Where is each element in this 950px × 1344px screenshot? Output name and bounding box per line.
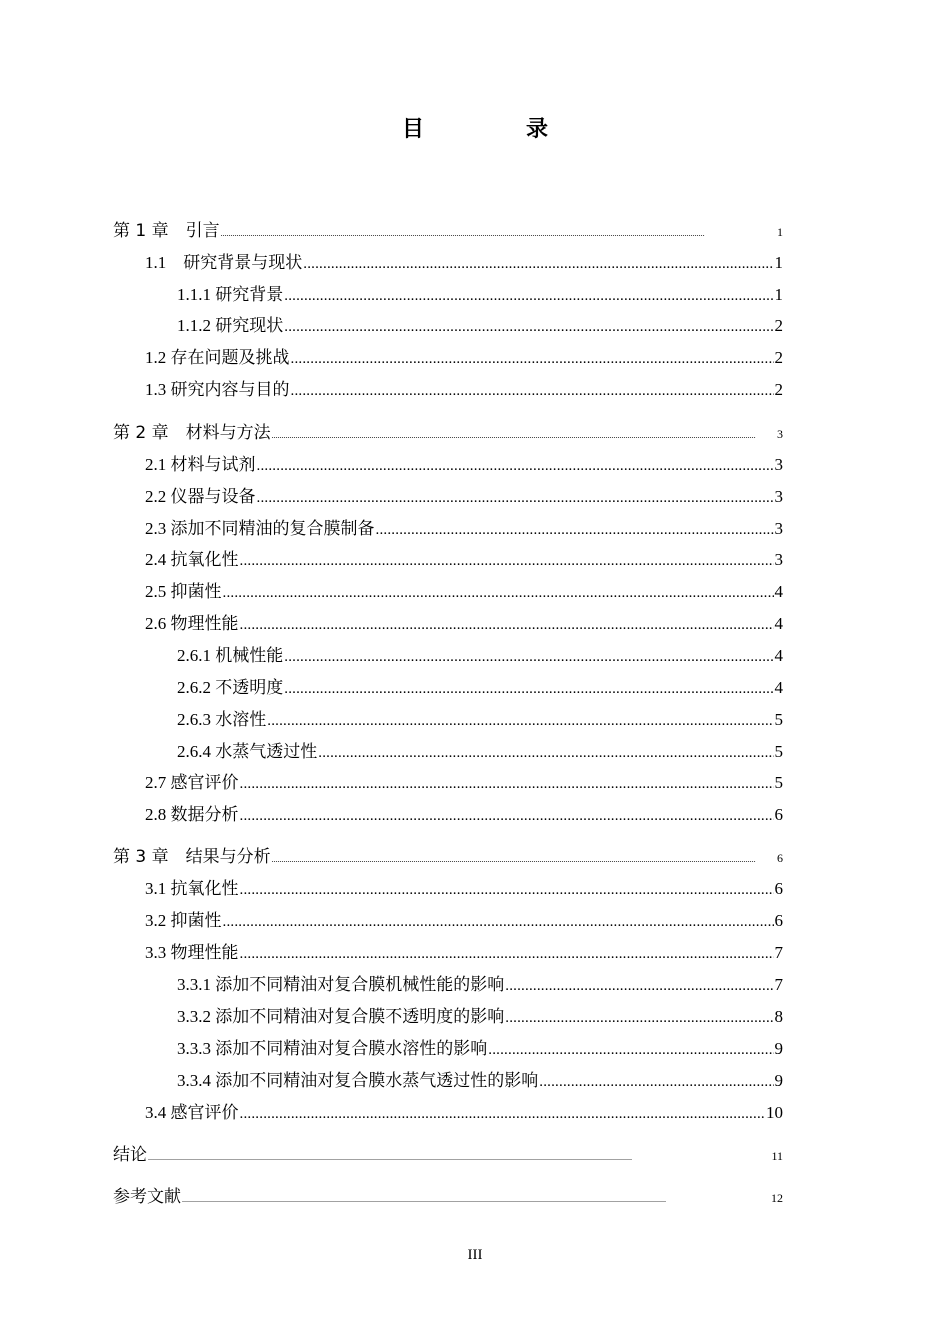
toc-row — [177, 970, 783, 995]
toc-leader-dots — [240, 553, 774, 570]
toc-entry-page: 6 — [777, 851, 783, 865]
toc-row — [113, 418, 783, 443]
toc-row — [145, 1098, 783, 1123]
toc-entry-page: 4 — [774, 678, 783, 697]
toc-leader-dots — [240, 808, 774, 825]
toc-leader-dots — [240, 617, 774, 634]
toc-entry-label: 2.4 抗氧化性 — [145, 550, 239, 569]
toc-entry-label: 3.1 抗氧化性 — [145, 879, 239, 898]
toc-entry-label: 3.3 物理性能 — [145, 943, 239, 962]
toc-entry-page: 6 — [774, 879, 783, 898]
toc-leader-dots — [284, 681, 773, 698]
toc-entry-label: 第 2 章 材料与方法 — [113, 423, 271, 443]
toc-leader-dots — [148, 1153, 770, 1162]
toc-leader-dots — [240, 1106, 766, 1123]
toc-entry-page: 3 — [774, 550, 783, 569]
toc-entry-label: 3.3.4 添加不同精油对复合膜水蒸气透过性的影响 — [177, 1071, 539, 1090]
toc-entry-page: 11 — [771, 1149, 783, 1163]
toc-entry-label: 2.8 数据分析 — [145, 805, 239, 824]
toc-leader-dots — [284, 288, 773, 305]
toc-entry-label: 2.6.4 水蒸气透过性 — [177, 742, 318, 761]
toc-leader-dots — [240, 882, 774, 899]
toc-leader-dots — [505, 1010, 773, 1027]
toc-entry-label: 3.3.3 添加不同精油对复合膜水溶性的影响 — [177, 1039, 488, 1058]
toc-entry-page: 2 — [774, 316, 783, 335]
toc-entry-page: 6 — [774, 911, 783, 930]
toc-entry-page: 4 — [774, 646, 783, 665]
toc-row — [177, 705, 783, 730]
toc-leader-dots — [221, 229, 776, 238]
toc-entry-page: 8 — [774, 1007, 783, 1026]
toc-row — [177, 673, 783, 698]
toc-leader-dots — [505, 978, 773, 995]
toc-row — [177, 1002, 783, 1027]
toc-entry-label: 结论 — [113, 1145, 147, 1165]
toc-row — [177, 1066, 783, 1091]
toc-row — [145, 343, 783, 368]
toc-entry-label: 2.6.1 机械性能 — [177, 646, 284, 665]
toc-row — [145, 768, 783, 793]
toc-entry-label: 1.2 存在问题及挑战 — [145, 348, 290, 367]
toc-leader-dots — [272, 855, 776, 864]
toc-leader-dots — [267, 713, 773, 730]
toc-entry-page: 1 — [774, 253, 783, 272]
toc-entry-label: 2.6.3 水溶性 — [177, 710, 267, 729]
toc-row — [145, 577, 783, 602]
toc-entry-page: 7 — [774, 943, 783, 962]
toc-entry-page: 2 — [774, 348, 783, 367]
toc-leader-dots — [539, 1074, 773, 1091]
toc-leader-dots — [272, 431, 776, 440]
toc-entry-page: 4 — [774, 614, 783, 633]
toc-leader-dots — [240, 776, 774, 793]
toc-entry-page: 3 — [774, 519, 783, 538]
toc-entry-page: 5 — [774, 742, 783, 761]
toc-entry-page: 5 — [774, 710, 783, 729]
toc-entry-label: 2.7 感官评价 — [145, 773, 239, 792]
toc-entry-page: 1 — [777, 225, 783, 239]
toc-row — [145, 609, 783, 634]
toc-leader-dots — [257, 490, 774, 507]
toc-entry-label: 2.6.2 不透明度 — [177, 678, 284, 697]
toc-row — [113, 1140, 783, 1165]
toc-leader-dots — [284, 319, 773, 336]
toc-entry-page: 9 — [774, 1071, 783, 1090]
toc-entry-label: 2.2 仪器与设备 — [145, 487, 256, 506]
toc-leader-dots — [182, 1195, 770, 1204]
toc-entry-label: 3.4 感官评价 — [145, 1103, 239, 1122]
toc-row — [145, 450, 783, 475]
toc-row — [145, 514, 783, 539]
toc-entry-label: 2.3 添加不同精油的复合膜制备 — [145, 519, 375, 538]
toc-entry-page: 10 — [766, 1103, 783, 1122]
toc-entry-page: 9 — [774, 1039, 783, 1058]
toc-leader-dots — [257, 458, 774, 475]
toc-entry-label: 1.1.1 研究背景 — [177, 285, 284, 304]
toc-row — [113, 842, 783, 867]
toc-row — [145, 248, 783, 273]
toc-entry-page: 1 — [774, 285, 783, 304]
toc-leader-dots — [223, 914, 774, 931]
toc-entry-page: 6 — [774, 805, 783, 824]
toc-leader-dots — [303, 256, 773, 273]
toc-row — [113, 216, 783, 241]
toc-leader-dots — [488, 1042, 773, 1059]
toc-row — [145, 800, 783, 825]
toc-entry-label: 1.3 研究内容与目的 — [145, 380, 290, 399]
toc-leader-dots — [223, 585, 774, 602]
toc-entry-label: 3.3.2 添加不同精油对复合膜不透明度的影响 — [177, 1007, 505, 1026]
toc-row — [177, 280, 783, 305]
toc-leader-dots — [240, 946, 774, 963]
toc-entry-label: 3.2 抑菌性 — [145, 911, 222, 930]
toc-entry-label: 2.5 抑菌性 — [145, 582, 222, 601]
toc-leader-dots — [376, 522, 774, 539]
toc-entry-label: 第 3 章 结果与分析 — [113, 847, 271, 867]
toc-leader-dots — [291, 383, 774, 400]
toc-entry-label: 2.1 材料与试剂 — [145, 455, 256, 474]
page-number: III — [467, 1247, 483, 1263]
toc-entry-label: 2.6 物理性能 — [145, 614, 239, 633]
toc-entry-page: 12 — [771, 1191, 783, 1205]
toc-leader-dots — [318, 745, 773, 762]
toc-row — [145, 938, 783, 963]
toc-entry-page: 7 — [774, 975, 783, 994]
toc-row — [177, 641, 783, 666]
toc-leader-dots — [284, 649, 773, 666]
toc-entry-page: 5 — [774, 773, 783, 792]
toc-entry-page: 3 — [777, 427, 783, 441]
toc-row — [177, 737, 783, 762]
toc-entry-label: 1.1 研究背景与现状 — [145, 253, 303, 272]
toc-row — [177, 1034, 783, 1059]
toc-row — [145, 906, 783, 931]
toc-row — [145, 375, 783, 400]
toc-row — [145, 482, 783, 507]
toc-entry-label: 3.3.1 添加不同精油对复合膜机械性能的影响 — [177, 975, 505, 994]
toc-row — [113, 1182, 783, 1207]
toc-entry-label: 第 1 章 引言 — [113, 221, 220, 241]
toc-leader-dots — [291, 351, 774, 368]
page-title: 目 录 — [401, 117, 588, 142]
toc-entry-label: 1.1.2 研究现状 — [177, 316, 284, 335]
toc-entry-page: 3 — [774, 455, 783, 474]
toc-row — [177, 311, 783, 336]
toc-row — [145, 874, 783, 899]
toc-entry-page: 3 — [774, 487, 783, 506]
toc-entry-label: 参考文献 — [113, 1187, 181, 1207]
toc-entry-page: 4 — [774, 582, 783, 601]
toc-row — [145, 545, 783, 570]
toc-entry-page: 2 — [774, 380, 783, 399]
